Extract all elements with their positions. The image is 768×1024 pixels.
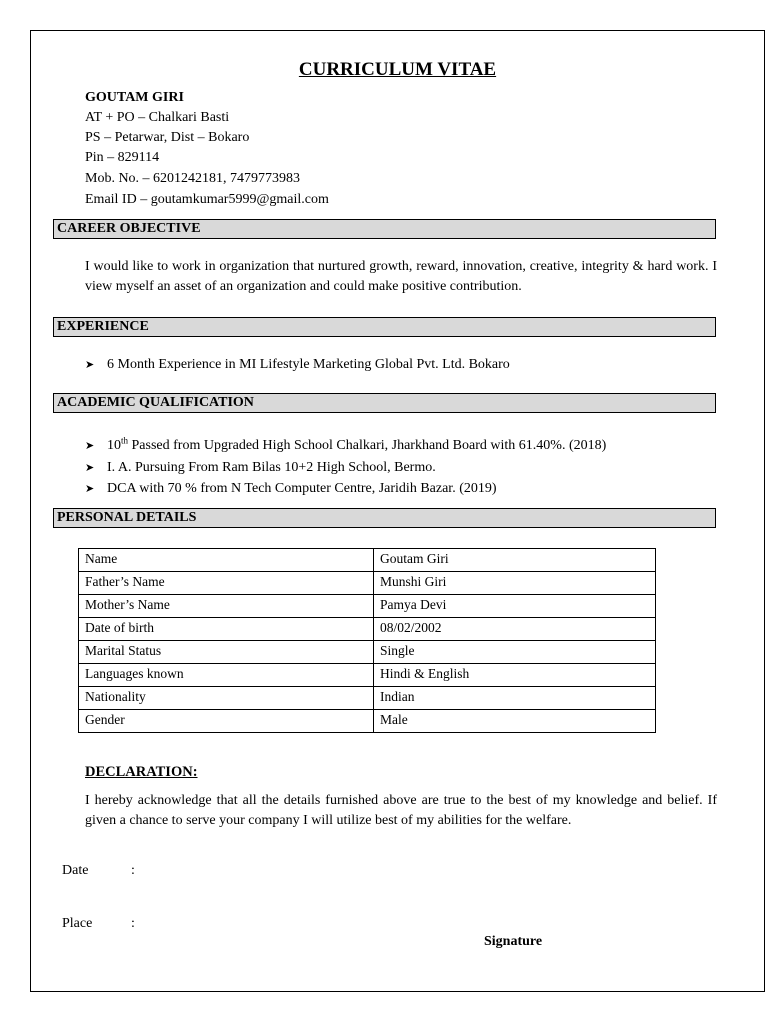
personal-details-table	[78, 548, 656, 733]
place-colon: :	[131, 916, 135, 931]
signature-label: Signature	[484, 934, 543, 949]
detail-value: Indian	[374, 687, 656, 710]
table-row	[79, 618, 656, 641]
arrowhead-bullet-icon: ➤	[85, 482, 95, 495]
arrowhead-bullet-icon: ➤	[85, 358, 95, 371]
table-row	[79, 641, 656, 664]
detail-value: 08/02/2002	[374, 618, 656, 641]
academic-item-2	[85, 458, 436, 478]
detail-value: Goutam Giri	[374, 549, 656, 572]
place-label: Place	[62, 916, 93, 931]
academic-item-3	[85, 479, 497, 499]
section-career-objective: CAREER OBJECTIVE	[53, 219, 716, 239]
candidate-name: GOUTAM GIRI	[85, 90, 184, 105]
academic-item-1	[85, 436, 606, 456]
academic-item-3-text: DCA with 70 % from N Tech Computer Centre, Jaridih Bazar. (2019)	[107, 481, 497, 496]
mobile-line: Mob. No. – 6201242181, 7479773983	[85, 171, 301, 186]
detail-value: Male	[374, 710, 656, 733]
detail-value: Munshi Giri	[374, 572, 656, 595]
experience-item-text: 6 Month Experience in MI Lifestyle Marketing Global Pvt. Ltd. Bokaro	[107, 357, 510, 372]
detail-label: Name	[79, 549, 374, 572]
table-row	[79, 549, 656, 572]
table-row	[79, 572, 656, 595]
table-row	[79, 687, 656, 710]
detail-value: Hindi & English	[374, 664, 656, 687]
email-line: Email ID – goutamkumar5999@gmail.com	[85, 192, 329, 207]
date-label: Date	[62, 863, 89, 878]
declaration-heading: DECLARATION:	[85, 764, 198, 780]
academic-item-2-text: I. A. Pursuing From Ram Bilas 10+2 High School, Bermo.	[107, 460, 436, 475]
detail-value: Single	[374, 641, 656, 664]
table-row	[79, 595, 656, 618]
address-line-1: AT + PO – Chalkari Basti	[85, 110, 230, 125]
section-academic-qualification: ACADEMIC QUALIFICATION	[53, 393, 716, 413]
detail-label: Mother’s Name	[79, 595, 374, 618]
table-row	[79, 710, 656, 733]
pin-line: Pin – 829114	[85, 150, 160, 165]
resume-page	[30, 30, 765, 992]
experience-item	[85, 355, 510, 375]
address-line-2: PS – Petarwar, Dist – Bokaro	[85, 130, 250, 145]
academic-item-1-superscript: th	[121, 435, 129, 446]
detail-value: Pamya Devi	[374, 595, 656, 618]
section-personal-details: PERSONAL DETAILS	[53, 508, 716, 528]
arrowhead-bullet-icon: ➤	[85, 439, 95, 452]
academic-item-1-text: Passed from Upgraded High School Chalkari, Jharkhand Board with 61.40%. (2018)	[128, 438, 607, 453]
academic-item-1-prefix: 10	[107, 438, 121, 453]
detail-label: Nationality	[79, 687, 374, 710]
detail-label: Languages known	[79, 664, 374, 687]
section-experience: EXPERIENCE	[53, 317, 716, 337]
career-objective-text: I would like to work in organization that nurtured growth, reward, innovation, creative, integrity & hard work. I view myself an asset of an organization and could make positive contribution.	[85, 259, 717, 294]
detail-label: Marital Status	[79, 641, 374, 664]
date-colon: :	[131, 863, 135, 878]
page-title: CURRICULUM VITAE	[298, 59, 497, 80]
detail-label: Gender	[79, 710, 374, 733]
declaration-text: I hereby acknowledge that all the details furnished above are true to the best of my knowledge and belief. If given a chance to serve your company I will utilize best of my abilities for the welfare.	[85, 793, 717, 828]
arrowhead-bullet-icon: ➤	[85, 461, 95, 474]
table-row	[79, 664, 656, 687]
detail-label: Date of birth	[79, 618, 374, 641]
detail-label: Father’s Name	[79, 572, 374, 595]
